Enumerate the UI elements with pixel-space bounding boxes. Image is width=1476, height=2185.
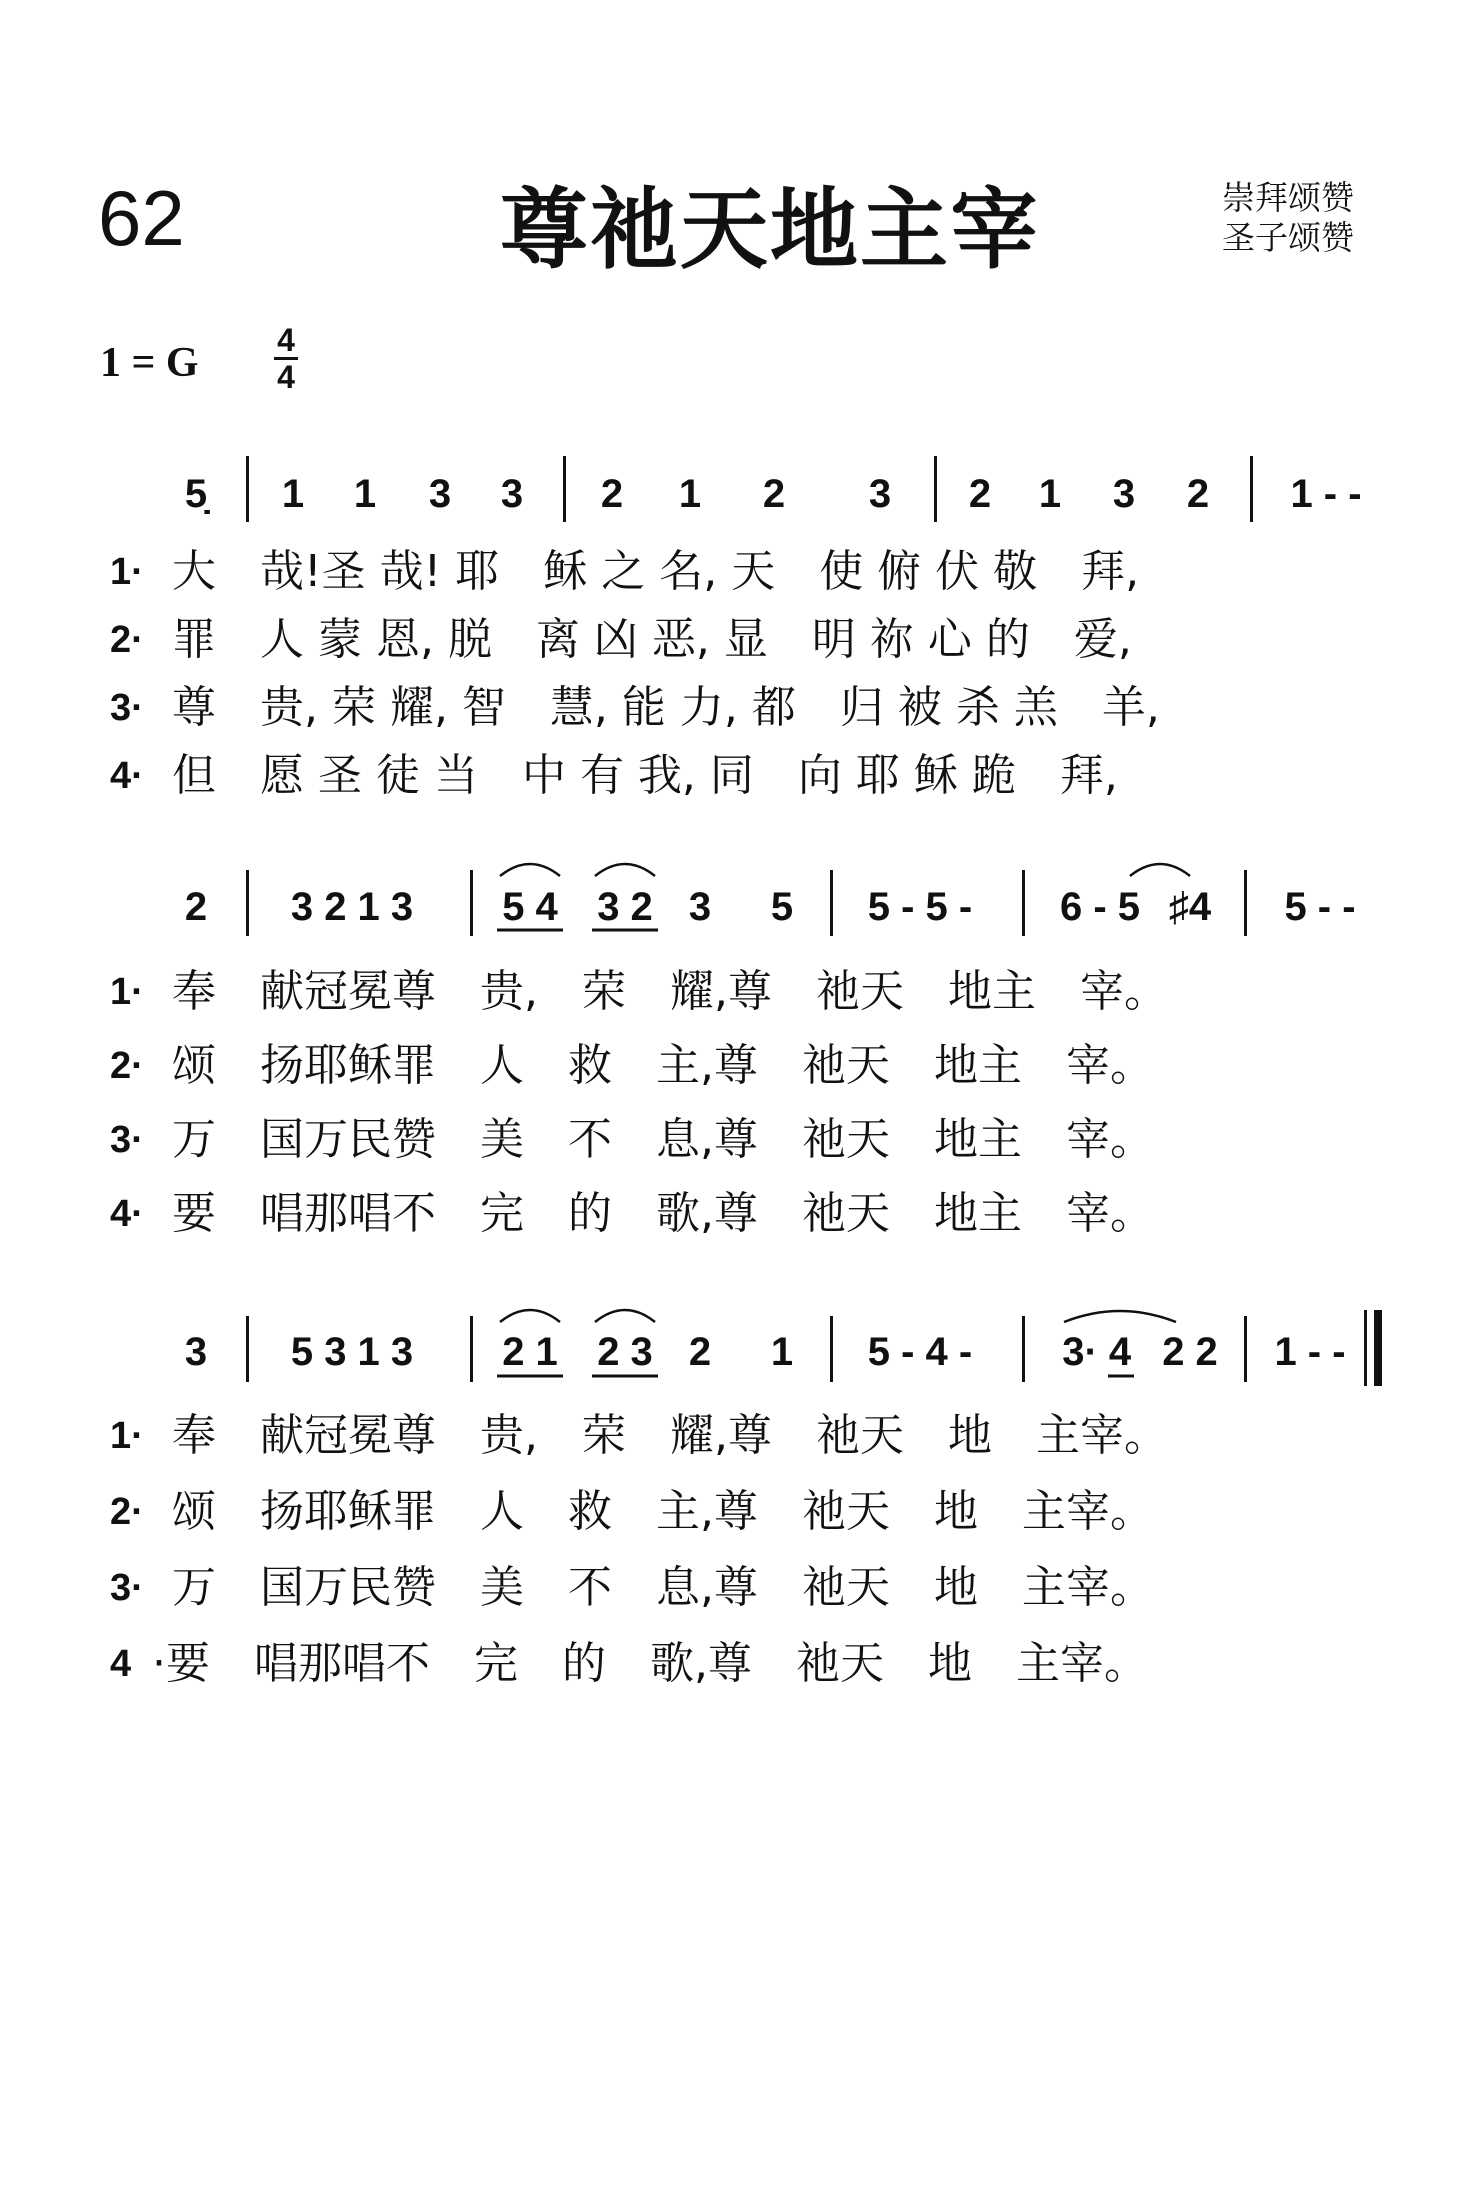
note: 1: [353, 472, 377, 516]
note: 5 - 5 -: [867, 885, 973, 929]
barline: [1244, 1316, 1247, 1382]
time-signature-top: 4: [277, 322, 295, 358]
note: 2 2: [1162, 1330, 1218, 1374]
barline: [830, 870, 833, 936]
slur: [595, 864, 655, 876]
lyric-line: 罪 人 蒙 恩, 脱 离 凶 恶, 显 明 祢 心 的 爱,: [172, 614, 1132, 665]
slur: [595, 1310, 655, 1322]
verse-number: 1·: [110, 1415, 144, 1457]
note: 2: [762, 472, 786, 516]
note: 3 2: [597, 885, 653, 929]
slur: [1130, 864, 1190, 876]
note: 3: [1112, 472, 1136, 516]
lyric-line: 奉 献冠冕尊 贵, 荣 耀,尊 祂天 地主 宰。: [172, 966, 1168, 1017]
note: 1: [1038, 472, 1062, 516]
note: 5 4: [502, 885, 558, 929]
note: 3: [688, 885, 712, 929]
slur: [500, 1310, 560, 1322]
lyric-line: 颂 扬耶稣罪 人 救 主,尊 祂天 地 主宰。: [172, 1486, 1154, 1537]
lyric-line: 尊 贵, 荣 耀, 智 慧, 能 力, 都 归 被 杀 羔 羊,: [172, 682, 1160, 733]
verse-number: 1·: [110, 551, 144, 593]
lyric-line: ·要 唱那唱不 完 的 歌,尊 祂天 地 主宰。: [152, 1638, 1148, 1689]
slur: [1064, 1311, 1176, 1322]
barline: [830, 1316, 833, 1382]
verse-number: 3·: [110, 1567, 144, 1609]
slur: [500, 864, 560, 876]
barline: [1022, 1316, 1025, 1382]
note: 3: [868, 472, 892, 516]
note: 5 - -: [1284, 885, 1356, 929]
key-signature: 1 = G: [100, 340, 199, 386]
lyric-line: 但 愿 圣 徒 当 中 有 我, 同 向 耶 稣 跪 拜,: [172, 750, 1118, 801]
barline: [1250, 456, 1253, 522]
note: 2 1: [502, 1330, 558, 1374]
time-signature-bottom: 4: [277, 359, 295, 395]
note: 1: [678, 472, 702, 516]
hymn-title: 尊祂天地主宰: [499, 178, 1040, 281]
note: 3 2 1 3: [290, 885, 414, 929]
note: 2: [184, 885, 208, 929]
barline: [934, 456, 937, 522]
note: 5̣: [184, 472, 208, 516]
barline: [563, 456, 566, 522]
verse-number: 2·: [110, 1045, 144, 1087]
note: 2 3: [597, 1330, 653, 1374]
note: 4: [1108, 1330, 1132, 1374]
barline: [470, 1316, 473, 1382]
note: 3: [500, 472, 524, 516]
lyric-line: 大 哉!圣 哉! 耶 稣 之 名, 天 使 俯 伏 敬 拜,: [172, 546, 1140, 597]
lyric-line: 万 国万民赞 美 不 息,尊 祂天 地主 宰。: [172, 1114, 1154, 1165]
note: 6 - 5: [1059, 885, 1141, 929]
category-labels: [1222, 178, 1392, 258]
lyric-line: 颂 扬耶稣罪 人 救 主,尊 祂天 地主 宰。: [172, 1040, 1154, 1091]
barline: [246, 870, 249, 936]
note: 2: [968, 472, 992, 516]
category-label: 圣子颂赞: [1222, 218, 1354, 257]
note: 5 3 1 3: [290, 1330, 414, 1374]
note: 3·: [1062, 1330, 1098, 1374]
hymn-number: 62: [98, 174, 185, 262]
verse-number: 2·: [110, 1491, 144, 1533]
note: 2: [600, 472, 624, 516]
note: 1: [281, 472, 305, 516]
note: 3: [428, 472, 452, 516]
barline: [246, 456, 249, 522]
final-barline-thin: [1364, 1310, 1367, 1386]
verse-number: 1·: [110, 971, 144, 1013]
note: 3: [184, 1330, 208, 1374]
lyric-line: 奉 献冠冕尊 贵, 荣 耀,尊 祂天 地 主宰。: [172, 1410, 1168, 1461]
note: ♯4: [1168, 885, 1212, 929]
verse-number: 4·: [110, 1193, 144, 1235]
verse-number: 2·: [110, 619, 144, 661]
barline: [1244, 870, 1247, 936]
barline: [1022, 870, 1025, 936]
verse-number: 3·: [110, 687, 144, 729]
note: 5: [770, 885, 794, 929]
verse-number: 3·: [110, 1119, 144, 1161]
category-label: 崇拜颂赞: [1222, 178, 1354, 217]
lyric-line: 要 唱那唱不 完 的 歌,尊 祂天 地主 宰。: [172, 1188, 1154, 1239]
verse-number: 4: [110, 1643, 132, 1685]
final-barline-thick: [1374, 1310, 1382, 1386]
note: 1: [770, 1330, 794, 1374]
note: 1 - -: [1290, 472, 1362, 516]
note: 5 - 4 -: [867, 1330, 973, 1374]
note: 2: [688, 1330, 712, 1374]
note: 2: [1186, 472, 1210, 516]
barline: [246, 1316, 249, 1382]
barline: [470, 870, 473, 936]
note: 1 - -: [1274, 1330, 1346, 1374]
time-signature: [274, 324, 298, 393]
verse-number: 4·: [110, 755, 144, 797]
lyric-line: 万 国万民赞 美 不 息,尊 祂天 地 主宰。: [172, 1562, 1154, 1613]
